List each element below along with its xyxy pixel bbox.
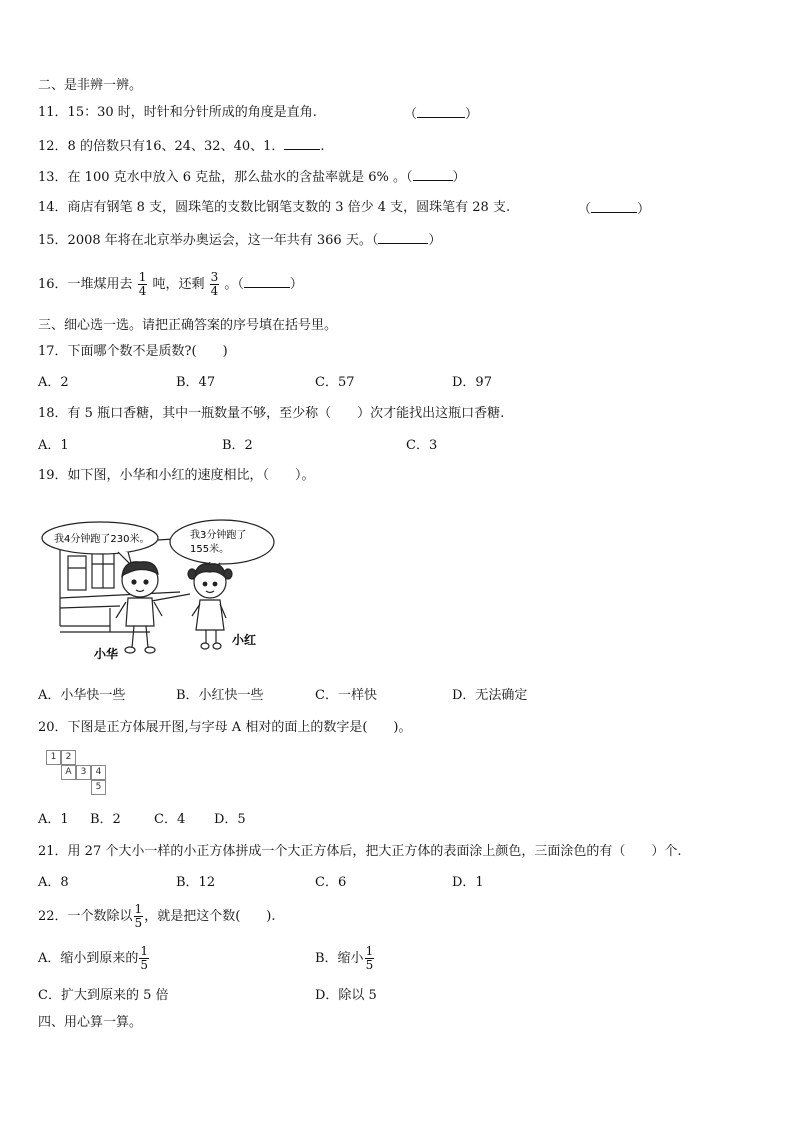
answer-blank[interactable] — [378, 231, 428, 244]
net-face: 1 — [46, 750, 61, 765]
answer-blank[interactable] — [413, 168, 453, 181]
q19-option-d[interactable]: D．无法确定 — [452, 688, 528, 703]
bubble-text-xiaohong-line1: 我3分钟跑了 — [190, 530, 247, 541]
question-21: 21．用 27 个大小一样的小正方体拼成一个大正方体后，把大正方体的表面涂上颜色，三面涂色的有（ ）个. — [38, 844, 682, 859]
section-2-title: 二、是非辨一辨。 — [38, 78, 143, 93]
q21-option-c[interactable]: C．6 — [315, 875, 347, 890]
question-16: 16．一堆煤用去 $\frac{1}{4}$ 吨，还剩 $\frac{3}{4}$ 。（ ） — [38, 270, 303, 298]
name-label-xiaohong: 小红 — [232, 633, 257, 647]
q22-option-c[interactable]: C．扩大到原来的 5 倍 — [38, 988, 169, 1003]
q17-option-b[interactable]: B．47 — [176, 375, 216, 390]
q17-option-c[interactable]: C．57 — [315, 375, 355, 390]
cube-net-diagram — [46, 750, 116, 800]
fraction: $\frac{1}{5}$ — [134, 902, 143, 930]
q22-option-d[interactable]: D．除以 5 — [315, 988, 377, 1003]
question-17: 17．下面哪个数不是质数?( ) — [38, 344, 228, 359]
q20-option-b[interactable]: B．2 — [90, 812, 121, 827]
question-15: 15．2008 年将在北京举办奥运会，这一年共有 366 天。（ ） — [38, 233, 442, 248]
answer-blank[interactable] — [284, 137, 320, 150]
bubble-text-xiaohua: 我4分钟跑了230米。 — [54, 534, 150, 545]
question-14 — [38, 200, 651, 217]
q22-option-b[interactable]: B．缩小 $\frac{1}{5}$ — [315, 944, 374, 972]
net-face: 2 — [61, 750, 76, 765]
section-4-title: 四、用心算一算。 — [38, 1015, 143, 1030]
net-face: 5 — [91, 780, 106, 795]
net-face: 3 — [76, 765, 91, 780]
net-face: A — [61, 765, 76, 780]
question-20: 20．下图是正方体展开图,与字母 A 相对的面上的数字是( )。 — [38, 720, 412, 735]
question-13: 13．在 100 克水中放入 6 克盐，那么盐水的含盐率就是 6% 。（ ） — [38, 170, 466, 185]
question-11 — [38, 105, 479, 122]
girl-figure — [188, 564, 232, 649]
answer-blank[interactable] — [244, 275, 290, 288]
q19-option-a[interactable]: A．小华快一些 — [38, 688, 126, 703]
q21-option-b[interactable]: B．12 — [176, 875, 216, 890]
fraction: $\frac{3}{4}$ — [210, 270, 219, 298]
answer-blank[interactable] — [591, 200, 637, 213]
q20-option-d[interactable]: D．5 — [214, 812, 246, 827]
q19-option-b[interactable]: B．小红快一些 — [176, 688, 264, 703]
fraction: $\frac{1}{4}$ — [138, 270, 147, 298]
q12-text: 12．8 的倍数只有16、24、32、40、1． — [38, 139, 285, 154]
question-18: 18．有 5 瓶口香糖，其中一瓶数量不够，至少称（ ）次才能找出这瓶口香糖. — [38, 406, 505, 421]
q11-answer-paren[interactable]: （ ） — [404, 107, 479, 122]
q17-option-a[interactable]: A．2 — [38, 375, 69, 390]
question-12: 12．8 的倍数只有16、24、32、40、1． . — [38, 139, 325, 154]
q20-option-c[interactable]: C．4 — [154, 812, 186, 827]
question-22: 22．一个数除以 $\frac{1}{5}$ ，就是把这个数( ). — [38, 902, 276, 930]
q20-option-a[interactable]: A．1 — [38, 812, 69, 827]
question-19: 19．如下图，小华和小红的速度相比，（ ）。 — [38, 468, 315, 483]
name-label-xiaohua: 小华 — [94, 647, 119, 661]
fraction: $\frac{1}{5}$ — [365, 944, 374, 972]
speed-comparison-illustration — [40, 508, 290, 668]
q13-text: 13．在 100 克水中放入 6 克盐，那么盐水的含盐率就是 6% 。（ — [38, 170, 413, 185]
q11-text: 11．15：30 时，时针和分针所成的角度是直角. — [38, 105, 317, 120]
answer-blank[interactable] — [417, 105, 465, 118]
q21-option-a[interactable]: A．8 — [38, 875, 69, 890]
net-face: 4 — [91, 765, 106, 780]
q14-text: 14．商店有钢笔 8 支，圆珠笔的支数比钢笔支数的 3 倍少 4 支，圆珠笔有 28 支. — [38, 200, 511, 215]
bubble-text-xiaohong-line2: 155米。 — [190, 544, 230, 555]
section-3-title: 三、细心选一选。请把正确答案的序号填在括号里。 — [38, 318, 338, 333]
q17-option-d[interactable]: D．97 — [452, 375, 492, 390]
speech-bubble-xiaohong — [170, 520, 274, 564]
q19-option-c[interactable]: C．一样快 — [315, 688, 377, 703]
q15-text: 15．2008 年将在北京举办奥运会，这一年共有 366 天。（ — [38, 233, 379, 248]
q22-option-a[interactable]: A．缩小到原来的 $\frac{1}{5}$ — [38, 944, 149, 972]
boy-figure — [116, 562, 162, 653]
fraction: $\frac{1}{5}$ — [140, 944, 149, 972]
q18-option-c[interactable]: C．3 — [406, 438, 438, 453]
q14-answer-paren[interactable]: （ ） — [578, 202, 651, 217]
q21-option-d[interactable]: D．1 — [452, 875, 484, 890]
q18-option-a[interactable]: A．1 — [38, 438, 69, 453]
q18-option-b[interactable]: B．2 — [222, 438, 253, 453]
